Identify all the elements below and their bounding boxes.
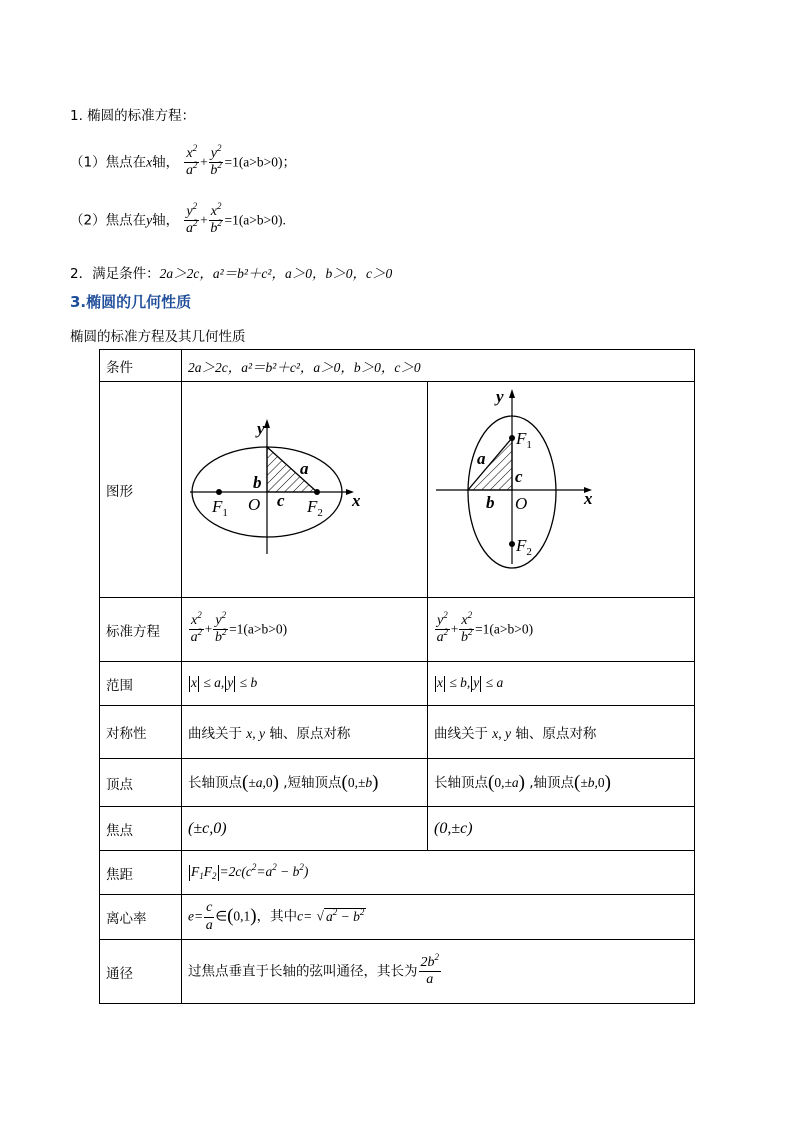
row-symmetry — [100, 706, 695, 759]
item-2-conditions: 2．满足条件：2a＞2c，a²＝b²＋c²，a＞0，b＞0，c＞0 — [70, 266, 393, 282]
row-vertex-label: 顶点 — [100, 759, 182, 807]
figure-right-cell — [428, 382, 695, 598]
equation-vertical: $\frac{y^2}{a^2}$ + $\frac{x^2}{b^2}$ =1(a>b>0) — [428, 598, 695, 662]
range-horizontal: x ≤ a, y ≤ b — [182, 662, 428, 706]
row-equation — [100, 598, 695, 662]
section-3-title: 3.椭圆的几何性质 — [70, 293, 192, 311]
fig-left-c: c — [277, 491, 285, 510]
row-focus-label: 焦点 — [100, 807, 182, 851]
row-condition-label: 条件 — [100, 350, 182, 382]
vertex-vertical: 长轴顶点(0,±a) ,轴顶点(±b,0) — [428, 759, 695, 807]
row-symmetry-label: 对称性 — [100, 706, 182, 759]
row-condition-value: 2a＞2c，a²＝b²＋c²，a＞0，b＞0，c＞0 — [182, 350, 695, 382]
symmetry-vertical: 曲线关于 x, y 轴、原点对称 — [428, 706, 695, 759]
fig-right-origin: O — [515, 494, 528, 513]
equation-horizontal: $\frac{x^2}{a^2}$ + $\frac{y^2}{b^2}$ =1(a>b>0) — [182, 598, 428, 662]
row-ecc-label: 离心率 — [100, 895, 182, 940]
focal-distance-value: $F_1F_2 =2c(c^2=a^2 - b^2)$ — [182, 851, 695, 895]
row-range-label: 范围 — [100, 662, 182, 706]
row-figure — [100, 382, 695, 598]
table-caption: 椭圆的标准方程及其几何性质 — [70, 329, 246, 345]
fig-left-y: y — [257, 419, 265, 438]
fig-left-x: x — [352, 491, 361, 510]
eccentricity-value: e= $\frac{c}{a}$ ∈(0,1)，其中c= √ $a^2 - b^2$ — [182, 895, 695, 940]
row-range — [100, 662, 695, 706]
ellipse-horizontal-figure — [182, 382, 427, 593]
figure-left-cell — [182, 382, 428, 598]
focus-horizontal: (±c,0) — [182, 807, 428, 851]
equation-x-axis: （1）焦点在x轴， $\frac{x^2}{a^2}$ + $\frac{y^2}{b^2}$ =1(a>b>0)； — [70, 143, 297, 179]
row-eccentricity — [100, 895, 695, 940]
row-focal-distance — [100, 851, 695, 895]
fig-right-f1: $F_1$ — [516, 429, 532, 451]
fig-left-b: b — [253, 473, 262, 492]
fig-right-x: x — [584, 489, 593, 508]
fig-right-a: a — [477, 449, 486, 468]
ellipse-properties-table — [99, 349, 695, 1004]
row-equation-label: 标准方程 — [100, 598, 182, 662]
fig-right-y: y — [496, 387, 504, 406]
fig-left-a: a — [300, 459, 309, 478]
row-latus-label: 通径 — [100, 940, 182, 1004]
focus-vertical: (0,±c) — [428, 807, 695, 851]
item-1-label: 1. 椭圆的标准方程： — [70, 108, 196, 124]
row-condition — [100, 350, 695, 382]
range-vertical: x ≤ b, y ≤ a — [428, 662, 695, 706]
fig-left-origin: O — [248, 495, 261, 514]
fig-left-f2: $F_2$ — [307, 497, 323, 519]
latus-rectum-value: 过焦点垂直于长轴的弦叫通径，其长为 $\frac{2b^2}{a}$ — [182, 940, 695, 1004]
row-focal-label: 焦距 — [100, 851, 182, 895]
fig-right-c: c — [515, 467, 523, 486]
equation-y-axis: （2）焦点在y轴， $\frac{y^2}{a^2}$ + $\frac{x^2}{b^2}$ =1(a>b>0). — [70, 201, 286, 237]
fig-right-b: b — [486, 493, 495, 512]
vertex-horizontal: 长轴顶点(±a,0) ,短轴顶点(0,±b) — [182, 759, 428, 807]
ellipse-vertical-figure — [428, 382, 694, 593]
row-focus — [100, 807, 695, 851]
row-figure-label: 图形 — [100, 382, 182, 598]
fig-left-f1: $F_1$ — [212, 497, 228, 519]
row-latus-rectum — [100, 940, 695, 1004]
row-vertex — [100, 759, 695, 807]
symmetry-horizontal: 曲线关于 x, y 轴、原点对称 — [182, 706, 428, 759]
fig-right-f2: $F_2$ — [516, 536, 532, 558]
